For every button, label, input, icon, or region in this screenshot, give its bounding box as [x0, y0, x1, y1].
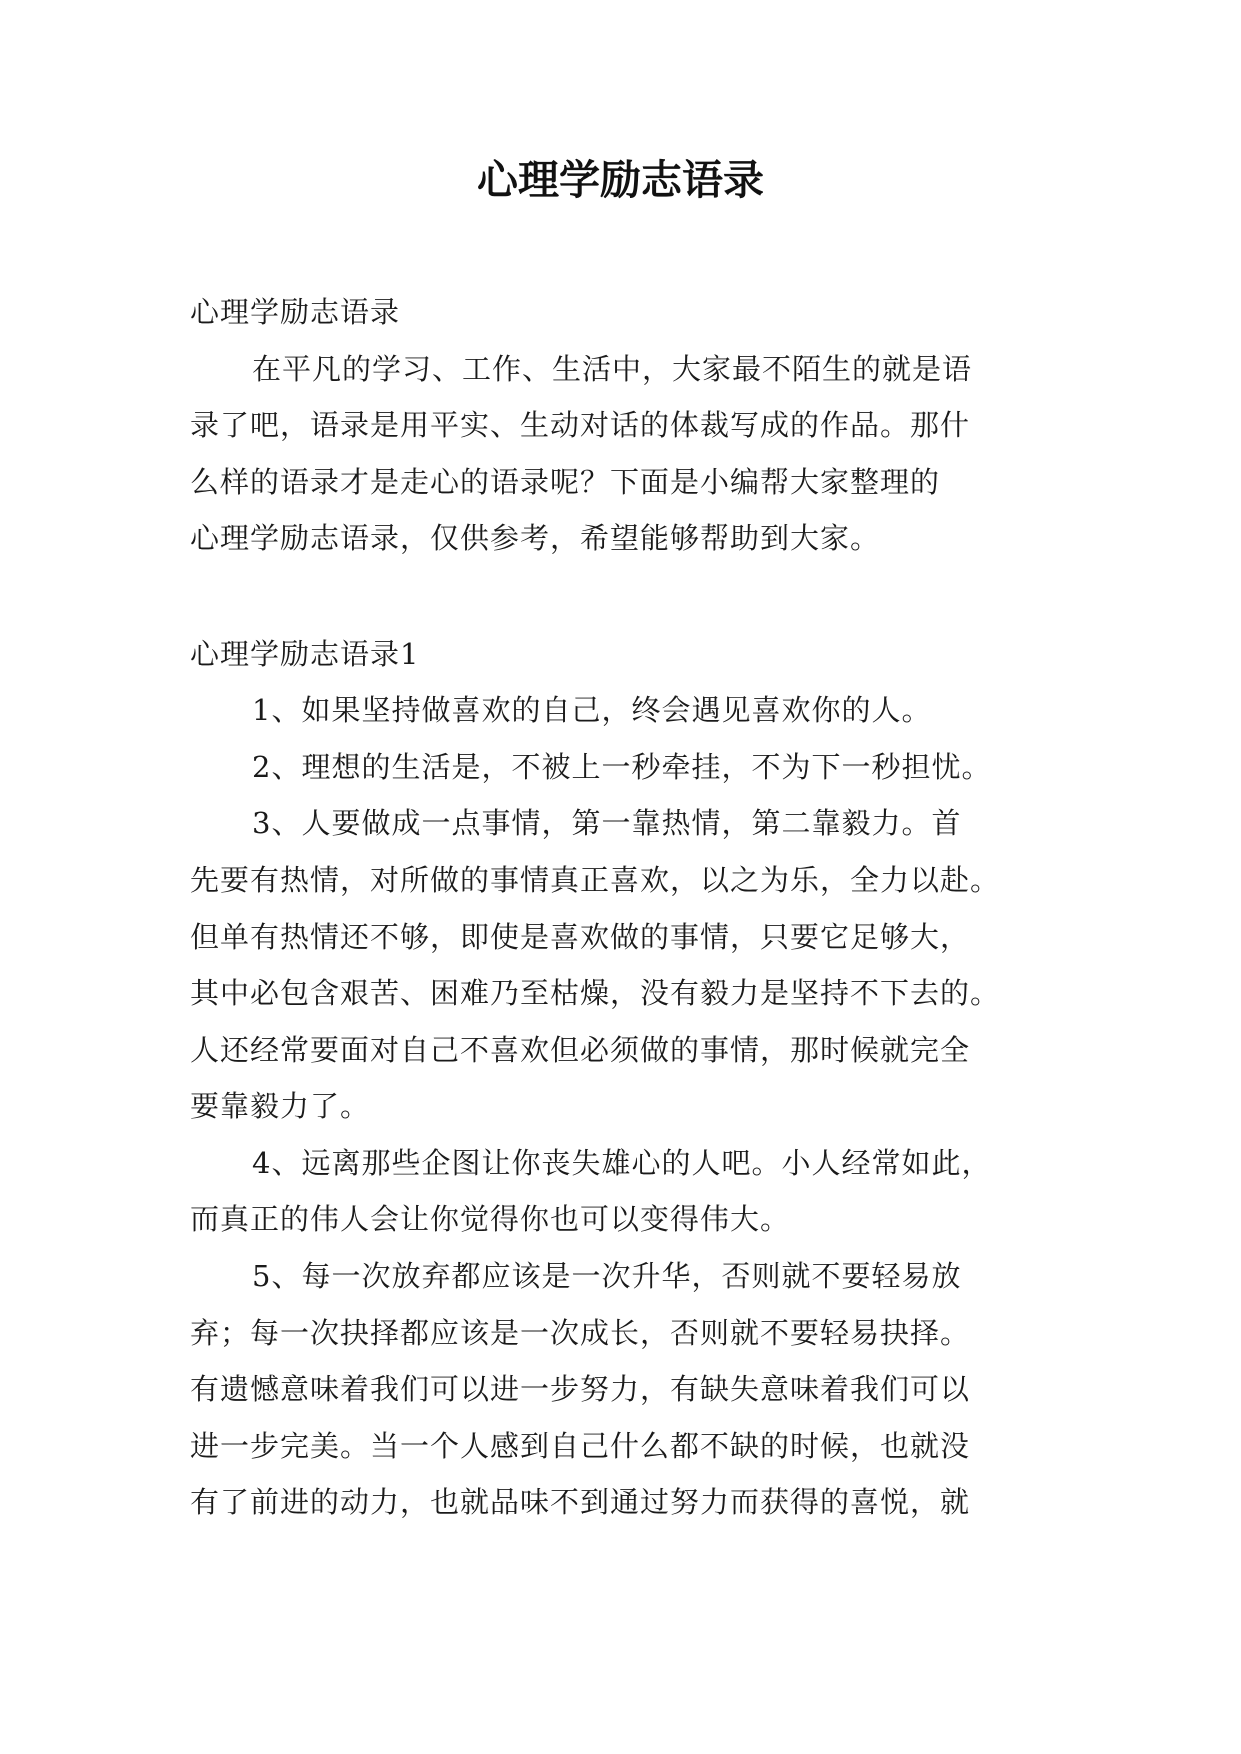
intro-line: 么样的语录才是走心的语录呢？下面是小编帮大家整理的	[190, 465, 941, 499]
section-heading: 心理学励志语录1	[190, 637, 420, 671]
quote-line: 要靠毅力了。	[190, 1089, 371, 1123]
section-heading: 心理学励志语录	[190, 295, 401, 329]
quote-line: 5、每一次放弃都应该是一次升华，否则就不要轻易放	[252, 1259, 962, 1293]
quote-line: 弃；每一次抉择都应该是一次成长，否则就不要轻易抉择。	[190, 1316, 971, 1350]
quote-line: 2、理想的生活是，不被上一秒牵挂，不为下一秒担忧。	[252, 750, 992, 784]
quote-line: 有了前进的动力，也就品味不到通过努力而获得的喜悦，就	[190, 1485, 971, 1519]
quote-line: 进一步完美。当一个人感到自己什么都不缺的时候，也就没	[190, 1429, 971, 1463]
quote-line: 1、如果坚持做喜欢的自己，终会遇见喜欢你的人。	[252, 693, 932, 727]
quote-line: 其中必包含艰苦、困难乃至枯燥，没有毅力是坚持不下去的。	[190, 976, 1001, 1010]
quote-line: 但单有热情还不够，即使是喜欢做的事情，只要它足够大，	[190, 920, 971, 954]
quote-line: 先要有热情，对所做的事情真正喜欢，以之为乐，全力以赴。	[190, 863, 1001, 897]
intro-line: 心理学励志语录，仅供参考，希望能够帮助到大家。	[190, 521, 881, 555]
intro-line: 在平凡的学习、工作、生活中，大家最不陌生的就是语	[252, 352, 973, 386]
intro-line: 录了吧，语录是用平实、生动对话的体裁写成的作品。那什	[190, 408, 971, 442]
document-title: 心理学励志语录	[477, 156, 764, 204]
quote-line: 而真正的伟人会让你觉得你也可以变得伟大。	[190, 1202, 791, 1236]
quote-line: 4、远离那些企图让你丧失雄心的人吧。小人经常如此，	[252, 1146, 992, 1180]
quote-line: 有遗憾意味着我们可以进一步努力，有缺失意味着我们可以	[190, 1372, 971, 1406]
quote-line: 3、人要做成一点事情，第一靠热情，第二靠毅力。首	[252, 806, 962, 840]
quote-line: 人还经常要面对自己不喜欢但必须做的事情，那时候就完全	[190, 1033, 971, 1067]
